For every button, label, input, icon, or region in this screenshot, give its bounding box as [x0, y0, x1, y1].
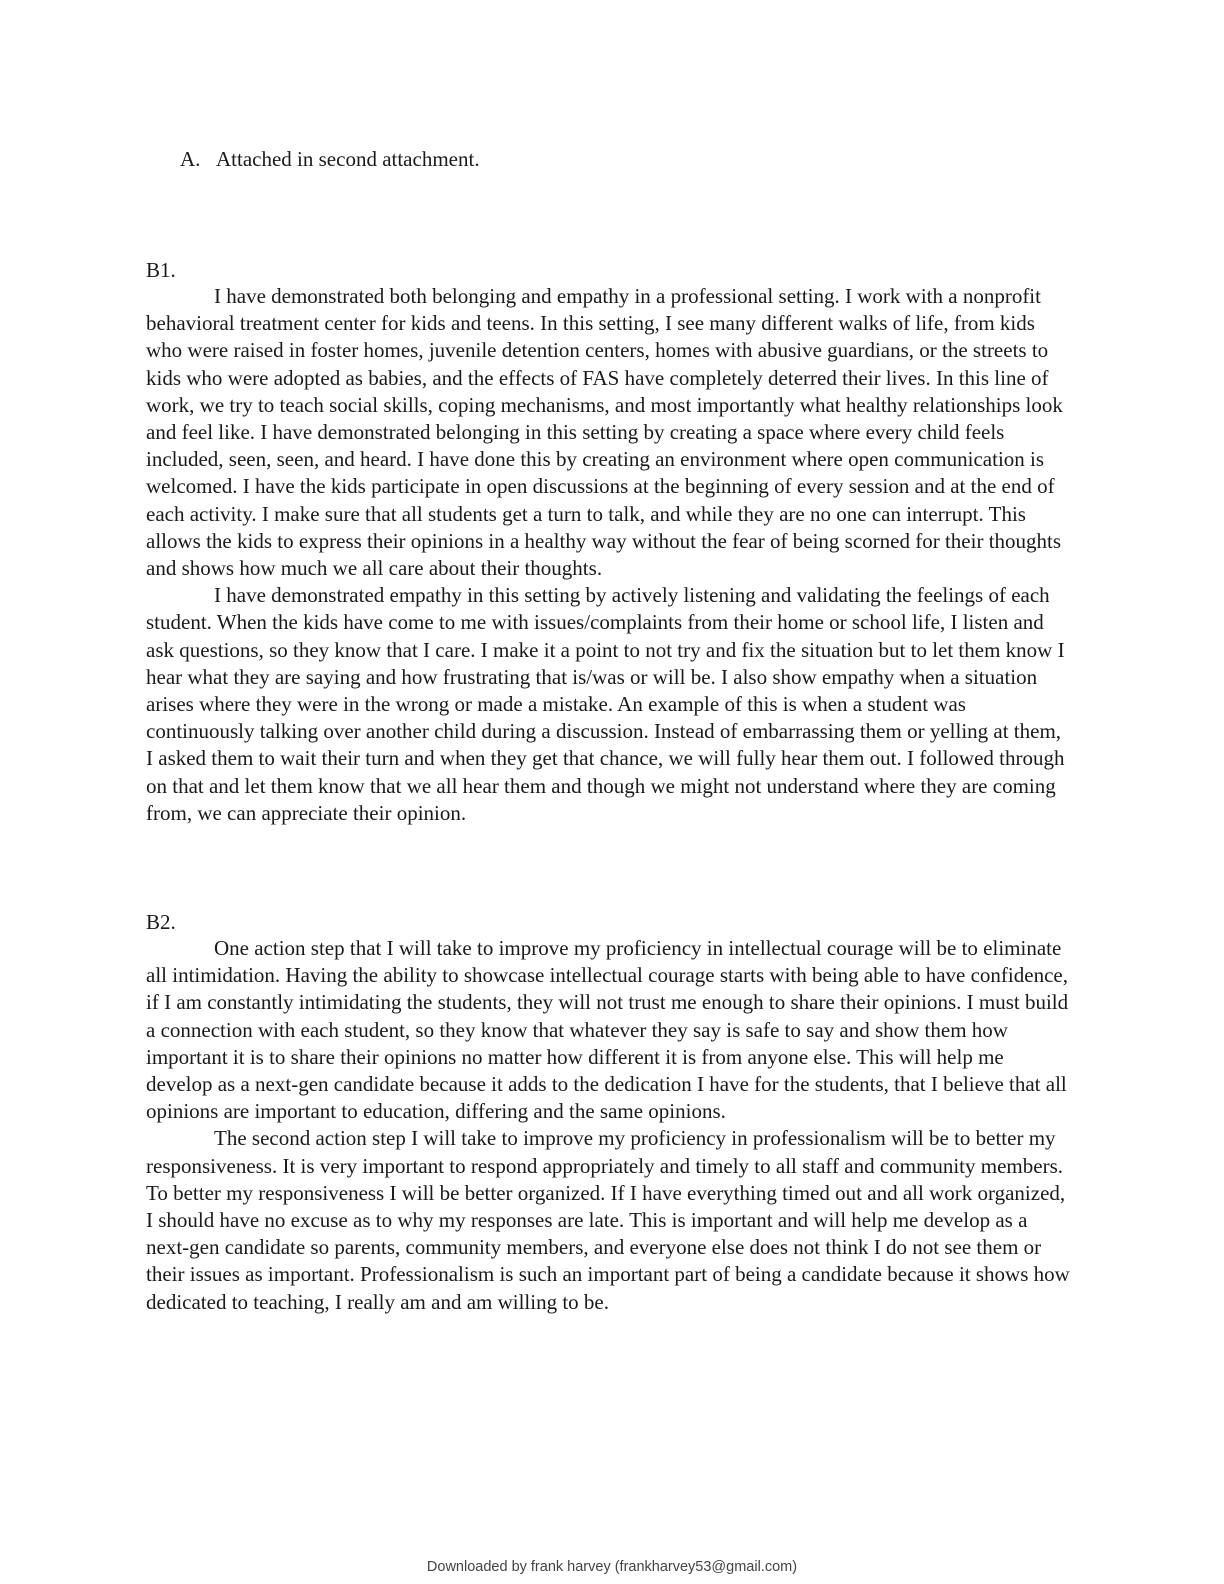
paragraph: I have demonstrated both belonging and empathy in a professional setting. I work with a nonprofit behavioral treatment center for kids and teens. In this setting, I see many different walks of life, from kids who were raised in foster homes, juvenile detention centers, homes with abusive guardians, or the streets to kids who were adopted as babies, and the effects of FAS have completely deterred their lives. In this line of work, we try to teach social skills, coping mechanisms, and most importantly what healthy relationships look and feel like. I have demonstrated belonging in this setting by creating a space where every child feels included, seen, seen, and heard. I have done this by creating an environment where open communication is welcomed. I have the kids participate in open discussions at the beginning of every session and at the end of each activity. I make sure that all students get a turn to talk, and while they are no one can interrupt. This allows the kids to express their opinions in a healthy way without the fear of being scorned for their thoughts and shows how much we all care about their thoughts.: [146, 284, 1063, 581]
paragraph: The second action step I will take to improve my proficiency in professionalism will be to better my responsiveness. It is very important to respond appropriately and timely to all staff and community members. To better my responsiveness I will be better organized. If I have everything timed out and all work organized, I should have no excuse as to why my responses are late. This is important and will help me develop as a next-gen candidate so parents, community members, and everyone else does not think I do not see them or their issues as important. Professionalism is such an important part of being a candidate because it shows how dedicated to teaching, I really am and am willing to be.: [146, 1126, 1070, 1314]
section-body-b1: [146, 283, 1070, 827]
list-marker: A.: [180, 147, 201, 171]
paragraph: One action step that I will take to improve my proficiency in intellectual courage will be to eliminate all intimidation. Having the ability to showcase intellectual courage starts with being able to have confidence, if I am constantly intimidating the students, they will not trust me enough to share their opinions. I must build a connection with each student, so they know that whatever they say is safe to say and show them how important it is to share their opinions no matter how different it is from anyone else. This will help me develop as a next-gen candidate because it adds to the dedication I have for the students, that I believe that all opinions are important to education, differing and the same opinions.: [146, 936, 1069, 1124]
list-item-a: [180, 145, 480, 173]
list-item-text: Attached in second attachment.: [216, 147, 480, 171]
section-heading-b2: B2.: [146, 910, 176, 934]
section-body-b2: [146, 935, 1070, 1316]
section-heading-b1: B1.: [146, 258, 176, 282]
paragraph: I have demonstrated empathy in this setting by actively listening and validating the feelings of each student. When the kids have come to me with issues/complaints from their home or school life, I listen and ask questions, so they know that I care. I make it a point to not try and fix the situation but to let them know I hear what they are saying and how frustrating that is/was or will be. I also show empathy when a situation arises where they were in the wrong or made a mistake. An example of this is when a student was continuously talking over another child during a discussion. Instead of embarrassing them or yelling at them, I asked them to wait their turn and when they get that chance, we will fully hear them out. I followed through on that and let them know that we all hear them and though we might not understand where they are coming from, we can appreciate their opinion.: [146, 583, 1065, 825]
download-footer: Downloaded by frank harvey (frankharvey53@gmail.com): [426, 1559, 798, 1575]
